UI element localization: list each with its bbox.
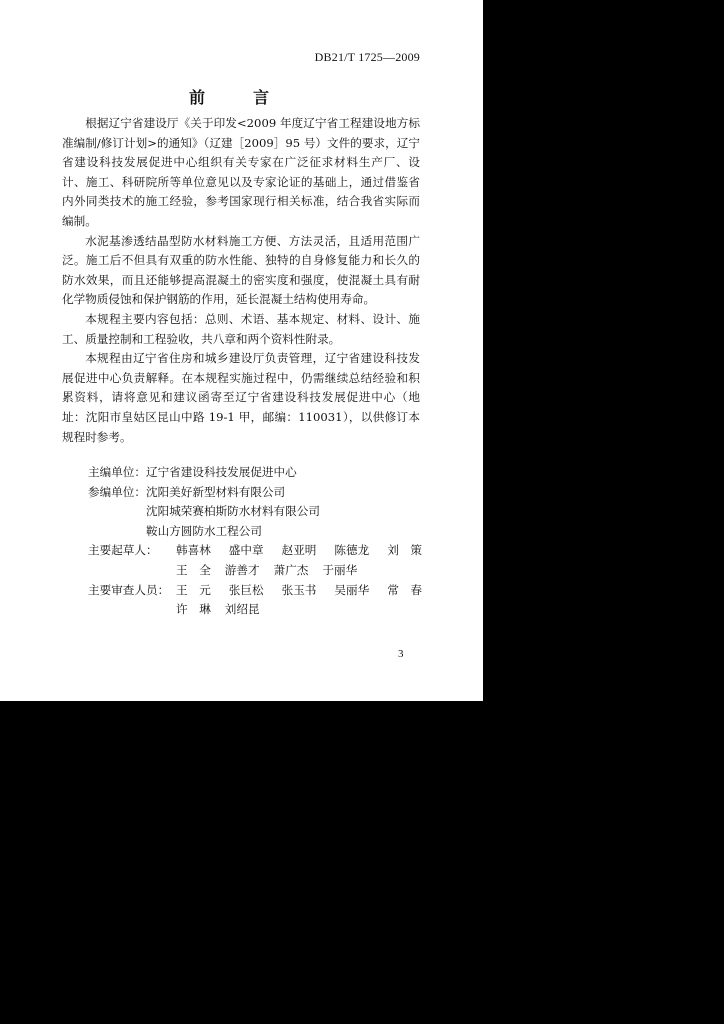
drafter-name: 韩喜林 <box>176 543 211 558</box>
reviewers-label: 主要审查人员： <box>88 582 170 597</box>
reviewer-name: 吴丽华 <box>334 582 370 597</box>
title-char-right: 言 <box>252 88 269 107</box>
participating-row-3 <box>62 522 422 542</box>
drafter-name: 刘 策 <box>387 543 422 558</box>
reviewers-row-2 <box>62 600 422 620</box>
standard-code: DB21/T 1725—2009 <box>314 50 420 64</box>
drafter-name: 陈德龙 <box>334 543 370 558</box>
participating-label: 参编单位： <box>88 484 146 499</box>
drafter-name: 于丽华 <box>322 562 358 577</box>
drafters-label: 主要起草人： <box>88 543 158 558</box>
reviewer-name: 王 元 <box>176 582 211 597</box>
reviewers-row <box>62 581 422 601</box>
page-title <box>189 85 269 108</box>
participating-unit-2: 沈阳城荣赛柏斯防水材料有限公司 <box>146 504 320 519</box>
drafters-row <box>62 541 422 561</box>
reviewer-name: 常 春 <box>387 582 422 597</box>
document-page <box>0 0 483 701</box>
drafter-name: 盛中章 <box>228 543 264 558</box>
drafters-names-2 <box>176 561 422 581</box>
participating-unit-3: 鞍山方圆防水工程公司 <box>146 523 262 538</box>
foreword-body <box>62 114 420 447</box>
drafter-name: 赵亚明 <box>281 543 317 558</box>
paragraph-contents: 本规程主要内容包括：总则、术语、基本规定、材料、设计、施工、质量控制和工程验收，共八章和两个资料性附录。 <box>62 311 420 346</box>
reviewer-name: 张巨松 <box>228 582 264 597</box>
page-number: 3 <box>398 648 404 660</box>
paragraph-management: 本规程由辽宁省住房和城乡建设厅负责管理，辽宁省建设科技发展促进中心负责解释。在本规程实施过程中，仍需继续总结经验和积累资料，请将意见和建议函寄至辽宁省建设科技发展促进中心（地址：沈阳市皇姑区昆山中路 19-1 甲，邮编：110031），以供修订本规程时参考。 <box>62 351 420 444</box>
drafters-row-2 <box>62 561 422 581</box>
reviewer-name: 许 琳 <box>176 602 211 617</box>
paragraph-basis: 根据辽宁省建设厅《关于印发<2009 年度辽宁省工程建设地方标准编制/修订计划>的通知》（辽建［2009］95 号）文件的要求，辽宁省建设科技发展促进中心组织有关专家在广泛征求材料生产厂、设计、施工、科研院所等单位意见以及专家论证的基础上，通过借鉴省内外同类技术的施工经验，参考国家现行相关标准，结合我省实际而编制。 <box>62 116 420 228</box>
participating-row <box>62 483 422 503</box>
drafters-names-1 <box>176 541 422 561</box>
title-char-left: 前 <box>189 88 206 107</box>
reviewers-names-1 <box>176 581 422 601</box>
chief-unit: 辽宁省建设科技发展促进中心 <box>145 465 297 479</box>
chief-unit-label: 主编单位： <box>88 465 146 479</box>
drafter-name: 游善才 <box>224 562 260 577</box>
paragraph-material: 水泥基渗透结晶型防水材料施工方便、方法灵活，且适用范围广泛。施工后不但具有双重的防水性能、独特的自身修复能力和长久的防水效果，而且还能够提高混凝土的密实度和强度，使混凝土具有耐化学物质侵蚀和保护钢筋的作用，延长混凝土结构使用寿命。 <box>62 233 420 307</box>
participating-unit-1: 沈阳美好新型材料有限公司 <box>145 484 286 499</box>
reviewers-names-2 <box>176 600 422 620</box>
reviewer-name: 张玉书 <box>281 582 317 597</box>
reviewer-name: 刘绍昆 <box>224 602 260 617</box>
credits-block <box>62 463 422 620</box>
drafter-name: 王 全 <box>176 562 211 577</box>
chief-unit-row <box>62 463 422 483</box>
drafter-name: 萧广杰 <box>273 562 309 577</box>
participating-row-2 <box>62 502 422 522</box>
